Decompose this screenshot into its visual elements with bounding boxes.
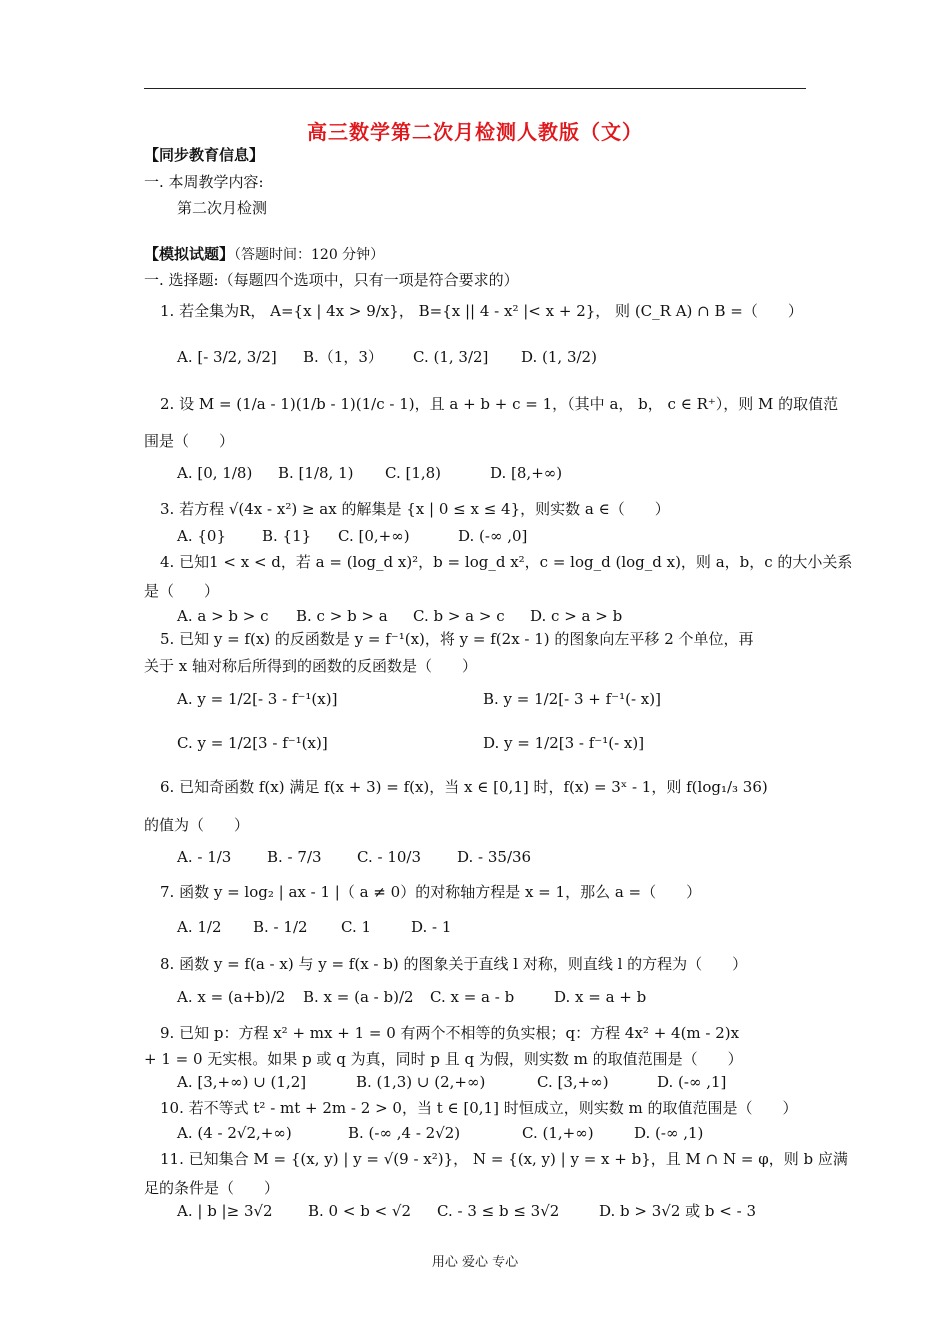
- question-5-stem: 5. 已知 y = f(x) 的反函数是 y = f⁻¹(x)，将 y = f(2x - 1) 的图象向左平移 2 个单位，再: [160, 630, 754, 648]
- q8-option-d: D. x = a + b: [554, 988, 647, 1006]
- q7-option-b: B. - 1/2: [253, 918, 308, 936]
- question-11-stem-2: 足的条件是（ ）: [144, 1179, 280, 1197]
- q4-option-d: D. c > a > b: [530, 607, 623, 625]
- question-1-stem: 1. 若全集为R， A={x | 4x > 9/x}， B={x || 4 - x² |< x + 2}， 则 (C_R A) ∩ B =（ ）: [160, 302, 803, 320]
- q3-option-d: D. (-∞ ,0]: [458, 527, 528, 545]
- q11-option-b: B. 0 < b < √2: [308, 1202, 412, 1220]
- question-11-stem: 11. 已知集合 M = {(x, y) | y = √(9 - x²)}， N = {(x, y) | y = x + b}，且 M ∩ N = φ，则 b 应满: [160, 1150, 848, 1168]
- question-9-stem: 9. 已知 p：方程 x² + mx + 1 = 0 有两个不相等的负实根；q：方程 4x² + 4(m - 2)x: [160, 1024, 740, 1042]
- q7-option-d: D. - 1: [411, 918, 452, 936]
- q5-option-d: D. y = 1/2[3 - f⁻¹(- x)]: [483, 734, 645, 752]
- q8-option-a: A. x = (a+b)/2: [177, 988, 286, 1006]
- q11-option-d: D. b > 3√2 或 b < - 3: [599, 1202, 757, 1220]
- section-item: 一. 本周教学内容:: [144, 173, 264, 191]
- q3-option-b: B. {1}: [262, 527, 312, 545]
- q9-option-c: C. [3,+∞): [537, 1073, 609, 1091]
- q9-option-b: B. (1,3) ∪ (2,+∞): [356, 1073, 486, 1091]
- q6-option-c: C. - 10/3: [357, 848, 421, 866]
- q6-option-b: B. - 7/3: [267, 848, 322, 866]
- q2-option-c: C. [1,8): [385, 464, 442, 482]
- question-7-stem: 7. 函数 y = log₂ | ax - 1 |（ a ≠ 0）的对称轴方程是 x = 1，那么 a =（ ）: [160, 883, 702, 901]
- section-heading-sync: 【同步教育信息】: [144, 146, 265, 164]
- q6-option-a: A. - 1/3: [177, 848, 232, 866]
- section-content: 第二次月检测: [177, 199, 268, 217]
- q9-option-d: D. (-∞ ,1]: [657, 1073, 727, 1091]
- page-title: 高三数学第二次月检测人教版（文）: [307, 120, 643, 144]
- q8-option-b: B. x = (a - b)/2: [303, 988, 414, 1006]
- question-5-stem-2: 关于 x 轴对称后所得到的函数的反函数是（ ）: [144, 657, 477, 675]
- page-footer: 用心 爱心 专心: [431, 1255, 519, 1270]
- q9-option-a: A. [3,+∞) ∪ (1,2]: [177, 1073, 307, 1091]
- q4-option-a: A. a > b > c: [177, 607, 269, 625]
- q1-option-a: A. [- 3/2, 3/2]: [177, 348, 277, 366]
- question-4-stem-2: 是（ ）: [144, 582, 220, 600]
- question-9-stem-2: + 1 = 0 无实根。如果 p 或 q 为真，同时 p 且 q 为假，则实数 m 的取值范围是（ ）: [144, 1050, 743, 1068]
- question-2-stem: 2. 设 M = (1/a - 1)(1/b - 1)(1/c - 1)，且 a + b + c = 1，（其中 a， b， c ∈ R⁺），则 M 的取值范: [160, 395, 839, 413]
- q5-option-a: A. y = 1/2[- 3 - f⁻¹(x)]: [177, 690, 338, 708]
- part-heading: 一. 选择题:（每题四个选项中，只有一项是符合要求的）: [144, 271, 519, 289]
- q3-option-a: A. {0}: [177, 527, 226, 545]
- q4-option-b: B. c > b > a: [296, 607, 388, 625]
- q5-option-b: B. y = 1/2[- 3 + f⁻¹(- x)]: [483, 690, 661, 708]
- q4-option-c: C. b > a > c: [413, 607, 505, 625]
- q5-option-c: C. y = 1/2[3 - f⁻¹(x)]: [177, 734, 328, 752]
- q7-option-c: C. 1: [341, 918, 372, 936]
- q2-option-b: B. [1/8, 1): [278, 464, 354, 482]
- section-heading-mock: 【模拟试题】（答题时间：120 分钟）: [144, 245, 385, 263]
- q6-option-d: D. - 35/36: [457, 848, 532, 866]
- question-8-stem: 8. 函数 y = f(a - x) 与 y = f(x - b) 的图象关于直线 l 对称，则直线 l 的方程为（ ）: [160, 955, 748, 973]
- q11-option-c: C. - 3 ≤ b ≤ 3√2: [437, 1202, 560, 1220]
- q2-option-d: D. [8,+∞): [490, 464, 563, 482]
- question-10-stem: 10. 若不等式 t² - mt + 2m - 2 > 0，当 t ∈ [0,1] 时恒成立，则实数 m 的取值范围是（ ）: [160, 1099, 798, 1117]
- q10-option-c: C. (1,+∞): [522, 1124, 594, 1142]
- q11-option-a: A. | b |≥ 3√2: [177, 1202, 273, 1220]
- q1-option-b: B.（1，3）: [303, 348, 383, 366]
- q3-option-c: C. [0,+∞): [338, 527, 410, 545]
- q8-option-c: C. x = a - b: [430, 988, 515, 1006]
- question-2-stem-2: 围是（ ）: [144, 432, 235, 450]
- question-6-stem-2: 的值为（ ）: [144, 816, 250, 834]
- q10-option-a: A. (4 - 2√2,+∞): [177, 1124, 292, 1142]
- q2-option-a: A. [0, 1/8): [177, 464, 253, 482]
- q1-option-c: C. (1, 3/2]: [413, 348, 489, 366]
- q7-option-a: A. 1/2: [177, 918, 222, 936]
- question-4-stem: 4. 已知1 < x < d，若 a = (log_d x)²，b = log_d x²，c = log_d (log_d x)，则 a，b，c 的大小关系: [160, 553, 853, 571]
- q10-option-b: B. (-∞ ,4 - 2√2): [348, 1124, 461, 1142]
- question-6-stem: 6. 已知奇函数 f(x) 满足 f(x + 3) = f(x)，当 x ∈ [0,1] 时，f(x) = 3ˣ - 1，则 f(log₁/₃ 36): [160, 778, 768, 796]
- q1-option-d: D. (1, 3/2): [521, 348, 597, 366]
- q10-option-d: D. (-∞ ,1): [634, 1124, 704, 1142]
- question-3-stem: 3. 若方程 √(4x - x²) ≥ ax 的解集是 {x | 0 ≤ x ≤ 4}，则实数 a ∈（ ）: [160, 500, 670, 518]
- header-rule: [144, 88, 806, 89]
